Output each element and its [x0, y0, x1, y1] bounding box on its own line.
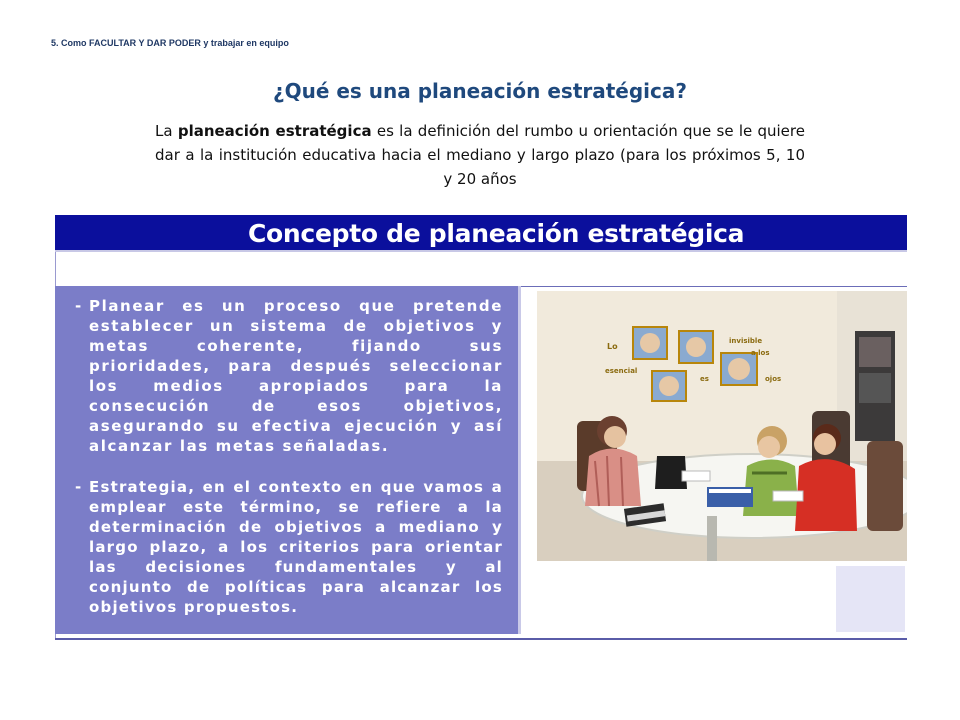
decorative-side-box: [836, 566, 905, 632]
wall-word: es: [700, 375, 709, 383]
concept-bullet-planear: [75, 296, 503, 456]
meeting-photo: [537, 291, 907, 561]
intro-paragraph: [155, 119, 805, 191]
panel-divider: [518, 286, 907, 287]
slide-header-caption: 5. Como FACULTAR Y DAR PODER y trabajar en equipo: [51, 38, 289, 48]
bullet-text: Planear es un proceso que pretende establecer un sistema de objetivos y metas coherente, fijando sus prioridades, para después seleccionar los medios apropiados para la consecución de esos objetivos, asegurando su efectiva ejecución y así alcanzar las metas señaladas.: [89, 297, 503, 455]
intro-text-2: es la definición del rumbo u orientación que se le quiere dar a la institución educativa hacia el mediano y largo plazo (para los próximos 5, 10 y 20 años: [155, 122, 805, 188]
wall-word: Lo: [607, 342, 618, 351]
wall-word: invisible: [729, 337, 763, 345]
concept-bullet-estrategia: [75, 477, 503, 617]
meeting-photo-illustration: [537, 291, 907, 561]
bullet-dash: -: [75, 478, 83, 496]
bullet-text: Estrategia, en el contexto en que vamos a emplear este término, se refiere a la determinación de objetivos a mediano y largo plazo, a los criterios para orientar las decisiones fundamentales y al conjunto de políticas para alcanzar los objetivos propuestos.: [89, 478, 503, 616]
wall-word: a los: [751, 349, 770, 357]
concept-panel-header: Concepto de planeación estratégica: [55, 215, 907, 252]
wall-word: esencial: [605, 367, 638, 375]
intro-bold-term: planeación estratégica: [177, 122, 372, 140]
wall-word: ojos: [765, 375, 782, 383]
concept-text-box: [55, 286, 521, 634]
intro-text-1: La: [155, 122, 178, 140]
slide-title: ¿Qué es una planeación estratégica?: [273, 79, 687, 103]
panel-bottom-rule: [55, 638, 907, 640]
bullet-dash: -: [75, 297, 83, 315]
